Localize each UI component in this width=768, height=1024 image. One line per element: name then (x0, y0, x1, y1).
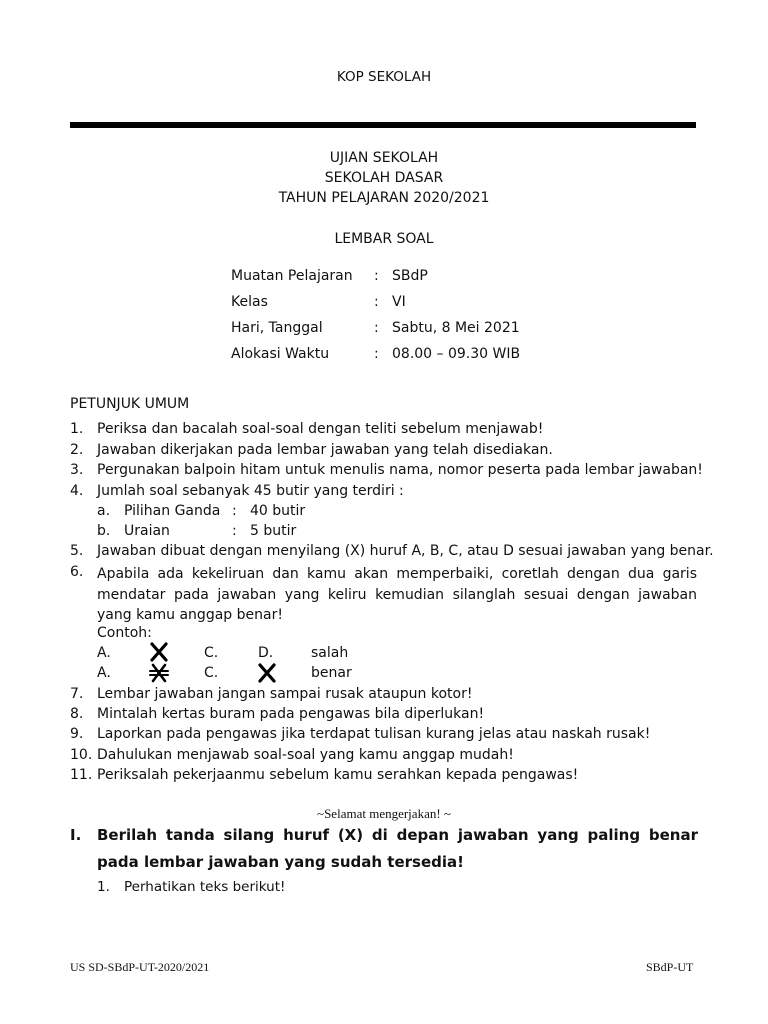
footer-subject-code: SBdP-UT (646, 960, 694, 974)
sheet-title: LEMBAR SOAL (334, 231, 434, 247)
info-value-duration: 08.00 – 09.30 WIB (392, 346, 521, 362)
question-text: Perhatikan teks berikut! (124, 879, 286, 895)
list-item: Periksalah pekerjaanmu sebelum kamu serahkan kepada pengawas! (97, 767, 579, 783)
list-item: Jumlah soal sebanyak 45 butir yang terdiri : (97, 483, 404, 499)
list-item: Lembar jawaban jangan sampai rusak ataupun kotor! (97, 686, 473, 702)
list-item-number: 8. (70, 706, 84, 722)
list-item-number: 5. (70, 543, 84, 559)
list-item-number: 2. (70, 442, 84, 458)
info-value-class: VI (392, 294, 406, 310)
info-value-date: Sabtu, 8 Mei 2021 (392, 320, 520, 336)
list-item-number: 4. (70, 483, 84, 499)
sub-item-separator: : (232, 523, 237, 539)
list-item: Jawaban dibuat dengan menyilang (X) huruf A, B, C, atau D sesuai jawaban yang benar. (97, 543, 714, 559)
list-item-number: 7. (70, 686, 84, 702)
section-instruction: Berilah tanda silang huruf (X) di depan jawaban yang paling benar pada lembar jawaban yang sudah tersedia! (97, 826, 698, 871)
info-separator: : (374, 346, 379, 362)
list-item-number: 10. (70, 747, 93, 763)
info-separator: : (374, 320, 379, 336)
list-item: Periksa dan bacalah soal-soal dengan teliti sebelum menjawab! (97, 421, 544, 437)
info-separator: : (374, 268, 379, 284)
sub-item-label: Pilihan Ganda (124, 503, 221, 519)
header-rule (70, 122, 696, 128)
info-label: Hari, Tanggal (231, 320, 323, 336)
example-result-right: benar (311, 665, 352, 681)
list-item-number: 3. (70, 462, 84, 478)
list-item: Jawaban dikerjakan pada lembar jawaban yang telah disediakan. (97, 442, 553, 458)
sub-item-label: Uraian (124, 523, 170, 539)
sub-item-value: 5 butir (250, 523, 297, 539)
info-separator: : (374, 294, 379, 310)
question-number: 1. (97, 879, 110, 895)
info-label: Alokasi Waktu (231, 346, 330, 362)
example-option-c: C. (204, 665, 219, 681)
example-option-a: A. (97, 665, 111, 681)
list-item: Mintalah kertas buram pada pengawas bila diperlukan! (97, 706, 485, 722)
example-label: Contoh: (97, 625, 152, 641)
exam-title: UJIAN SEKOLAH (329, 150, 439, 166)
example-option-d: D. (258, 645, 274, 661)
sub-item-letter: a. (97, 503, 111, 519)
list-item: Dahulukan menjawab soal-soal yang kamu anggap mudah! (97, 747, 514, 763)
list-item: Laporkan pada pengawas jika terdapat tulisan kurang jelas atau naskah rusak! (97, 726, 651, 742)
sub-item-value: 40 butir (250, 503, 306, 519)
section-number: I. (70, 826, 82, 844)
list-item-number: 1. (70, 421, 84, 437)
instructions-heading: PETUNJUK UMUM (70, 396, 190, 412)
list-item: Pergunakan balpoin hitam untuk menulis nama, nomor peserta pada lembar jawaban! (97, 462, 703, 478)
example-option-c: C. (204, 645, 219, 661)
example-option-a: A. (97, 645, 111, 661)
school-level: SEKOLAH DASAR (324, 170, 444, 186)
cross-mark-icon (256, 662, 278, 684)
academic-year: TAHUN PELAJARAN 2020/2021 (278, 190, 490, 206)
info-label: Muatan Pelajaran (231, 268, 353, 284)
list-item-number: 6. (70, 564, 84, 580)
struck-cross-icon (148, 662, 170, 684)
example-result-wrong: salah (311, 645, 349, 661)
sub-item-letter: b. (97, 523, 111, 539)
list-item: Apabila ada kekeliruan dan kamu akan memperbaiki, coretlah dengan dua garis mendatar pada jawaban yang keliru kemudian silanglah sesuai dengan jawaban yang kamu anggap benar! (97, 566, 697, 623)
footer-document-code: US SD-SBdP-UT-2020/2021 (70, 960, 210, 974)
list-item-number: 9. (70, 726, 84, 742)
school-letterhead: KOP SEKOLAH (336, 69, 432, 85)
closing-greeting: ~Selamat mengerjakan! ~ (317, 806, 451, 821)
info-value-subject: SBdP (392, 268, 428, 284)
info-label: Kelas (231, 294, 268, 310)
list-item-number: 11. (70, 767, 93, 783)
sub-item-separator: : (232, 503, 237, 519)
cross-mark-icon (148, 641, 170, 663)
